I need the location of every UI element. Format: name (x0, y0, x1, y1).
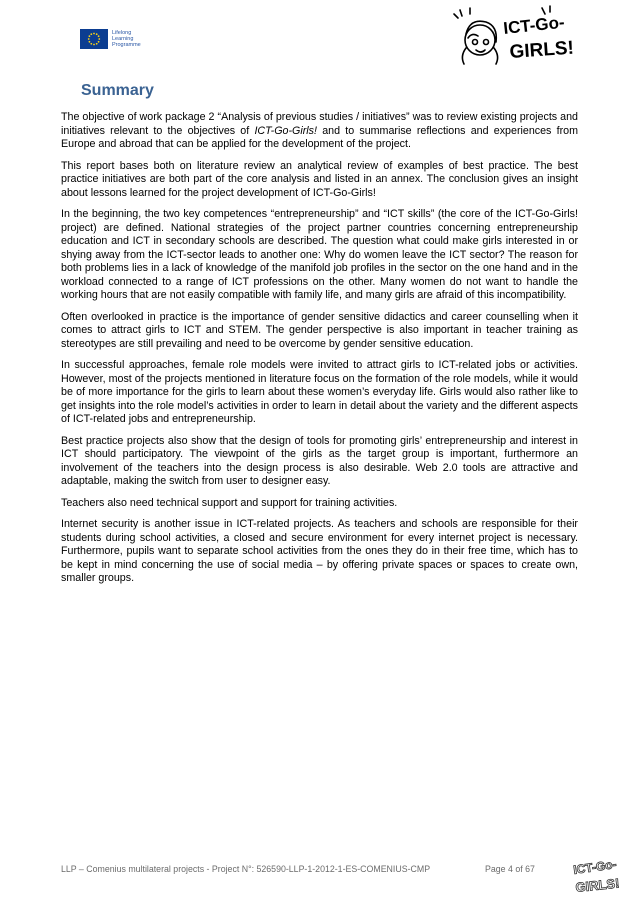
page-header (0, 0, 638, 70)
footer-logo-line1: ICT-Go- (572, 857, 618, 877)
footer-logo-line2: GIRLS! (574, 875, 621, 895)
ict-logo-line1: ICT-Go- (502, 12, 566, 38)
lifelong-learning-programme-logo (80, 26, 146, 52)
ict-go-girls-logo (446, 4, 584, 70)
paragraph-internet-security: Internet security is another issue in ICT-related projects. As teachers and schools are responsible for their students during school activities, a closed and secure environment for every internet project is necessary. Furthermore, pupils want to separate school activities from the ones they do in their free time, which has to be kept in mind concerning the use of social media – by offering private spaces or spaces to create own, smaller groups. (61, 518, 578, 584)
paragraph-gender-didactics: Often overlooked in practice is the importance of gender sensitive didactics and career counselling when it comes to attract girls to ICT and STEM. The gender perspective is also important in teacher training as stereotypes are still prevailing and need to be overcome by gender sensitive education. (61, 310, 578, 350)
paragraph-best-practice: Best practice projects also show that the design of tools for promoting girls’ entrepreneurship and interest in ICT should participatory. The viewpoint of the girls as the target group is important, furthermore an involvement of the teachers into the design process is also desirable. Web 2.0 tools are attractive and adaptable, making the switch from user to designer easy. (61, 434, 578, 487)
llp-logo-text: Lifelong Learning Programme (112, 30, 141, 48)
paragraph-key-competences: In the beginning, the two key competences “entrepreneurship” and “ICT skills” (the core of the ICT-Go-Girls! project) are defined. National strategies of the project partner countries concerning entrepreneurship education and ICT in secondary schools are described. The question what could make girls interested in or shying away from the ICT-sector leads to another one: Why do women leave the ICT sector? The reason for both problems lies in a lack of knowledge of the manifold job profiles in the sector on the one hand and in the workload connected to a range of ICT professions on the other. Many women do not want to handle the working hours that are not easily compatible with family life, and many girls are afraid of this incompatibility. (61, 208, 578, 301)
footer-project-reference: LLP – Comenius multilateral projects - Project N°: 526590-LLP-1-2012-1-ES-COMENIUS-CMP (61, 864, 431, 874)
paragraph-report-basis: This report bases both on literature review an analytical review of examples of best practice. The best practice initiatives are both part of the core analysis and listed in an annex. The conclusion gives an insight about lessons learned for the project development of ICT-Go-Girls! (61, 159, 578, 199)
ict-logo-line2: GIRLS! (508, 37, 575, 63)
paragraph-objective: The objective of work package 2 “Analysis of previous studies / initiatives” was to review existing projects and initiatives relevant to the objectives of ICT-Go-Girls! and to summarise reflections and experiences from Europe and abroad that can be applied for the development of the project. (61, 111, 578, 150)
summary-body (61, 111, 578, 594)
paragraph-role-models: In successful approaches, female role models were invited to attract girls to ICT-related jobs or activities. However, most of the projects mentioned in literature focus on the formation of the role models, while it would be of more importance for the girls to learn about these women’s everyday life. Girls would also rather like to get insights into the role model’s activities in order to learn in detail about the variety and the different aspects of ICT-related jobs and entrepreneurship. (61, 359, 578, 425)
paragraph-teacher-support: Teachers also need technical support and support for training activities. (61, 496, 398, 509)
eu-flag-icon (80, 29, 108, 49)
footer-ict-go-girls-logo (570, 856, 630, 900)
footer-page-number: Page 4 of 67 (485, 864, 535, 874)
summary-heading: Summary (81, 82, 154, 99)
